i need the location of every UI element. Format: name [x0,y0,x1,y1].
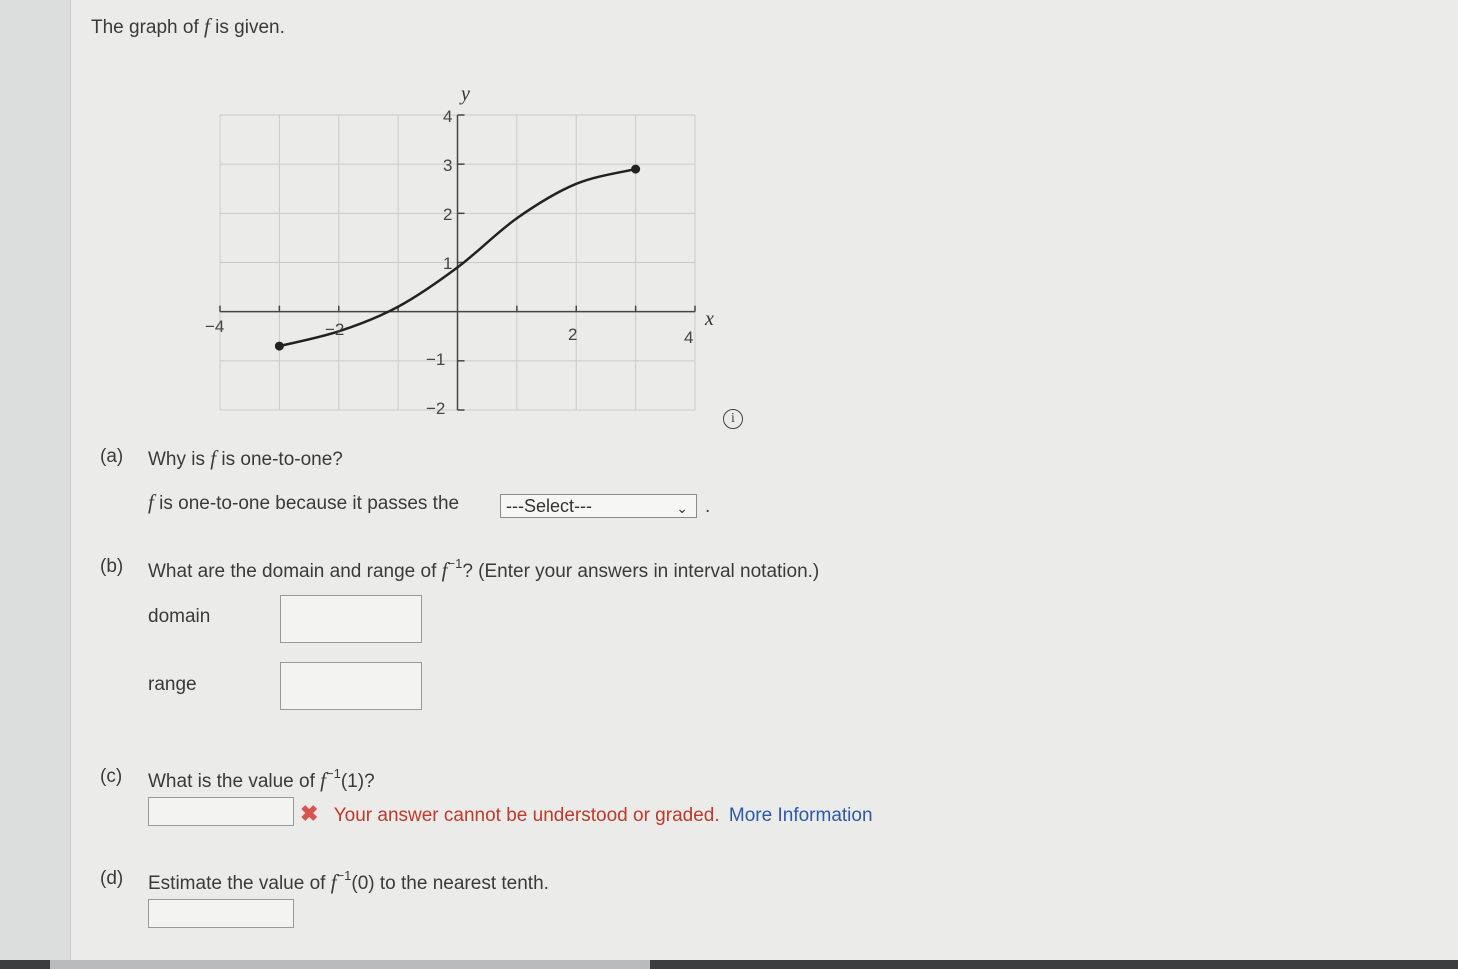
part-d-question [148,868,549,895]
left-margin [0,0,71,969]
chevron-down-icon: ⌄ [676,500,688,516]
x-tick-2: 2 [568,325,578,344]
test-select-dropdown[interactable] [500,494,697,518]
part-a-answer-text [148,490,459,515]
part-c-arg: (1) [340,771,365,792]
part-d-question-pre: Estimate the value of [148,873,331,894]
curve-end-point [631,165,640,174]
bottom-bar [0,960,1458,969]
bottom-bar-light [50,960,650,969]
part-a-question-pre: Why is [148,449,211,470]
y-tick-neg2: −2 [426,399,446,418]
part-c-inverse-sup: −1 [326,766,341,781]
part-d-inverse-sup: −1 [336,868,352,883]
part-a-period: . [705,496,711,517]
domain-input[interactable] [280,595,422,643]
part-d-label: (d) [100,868,124,889]
x-tick-neg2: −2 [325,320,345,339]
y-tick-3: 3 [443,156,453,175]
part-a-answer-f: f [148,490,154,514]
part-b-question-pre: What are the domain and range of [148,561,442,582]
part-a-label: (a) [100,446,124,467]
error-x-icon: ✖ [300,801,319,826]
more-information-link[interactable]: More Information [728,805,873,826]
part-b-question [148,556,819,583]
x-axis-label: x [705,308,714,330]
part-b-label: (b) [100,556,124,577]
intro-f: f [204,14,210,38]
part-a-question-post: is one-to-one? [216,449,343,470]
part-c-label: (c) [100,766,123,787]
intro-prefix: The graph of [91,17,205,38]
select-value: ---Select--- [506,496,592,516]
part-c-question [148,766,375,793]
range-label: range [148,674,197,695]
intro-suffix: is given. [209,17,285,38]
part-a-question [148,446,343,471]
part-c-error [300,801,873,827]
part-d-answer-input[interactable] [148,899,294,928]
part-d-arg: (0) [351,873,375,894]
y-tick-2: 2 [443,205,453,224]
part-d-question-post: to the nearest tenth. [374,873,549,894]
part-b-f: f [441,558,448,582]
part-a-f: f [210,446,217,470]
function-graph [200,80,740,425]
domain-label: domain [148,606,211,627]
part-a-answer-pre: is one-to-one because it passes the [153,493,460,514]
x-tick-neg4: −4 [205,317,225,336]
part-d-f: f [330,870,337,894]
part-c-answer-input[interactable] [148,797,294,826]
part-c-f: f [320,768,326,792]
range-input[interactable] [280,662,422,710]
part-b-inverse-sup: −1 [447,556,463,571]
part-c-question-post: ? [364,771,375,792]
y-axis-label: y [461,83,470,105]
x-tick-4: 4 [684,328,694,347]
curve-start-point [275,342,284,351]
y-tick-1: 1 [443,254,453,273]
info-icon[interactable]: i [723,409,743,429]
intro-text [91,14,285,39]
part-c-question-pre: What is the value of [148,771,321,792]
y-tick-neg1: −1 [426,350,446,369]
y-tick-4: 4 [443,107,453,126]
part-b-question-post: ? (Enter your answers in interval notation.) [462,561,820,582]
error-message: Your answer cannot be understood or graded. [333,805,720,826]
